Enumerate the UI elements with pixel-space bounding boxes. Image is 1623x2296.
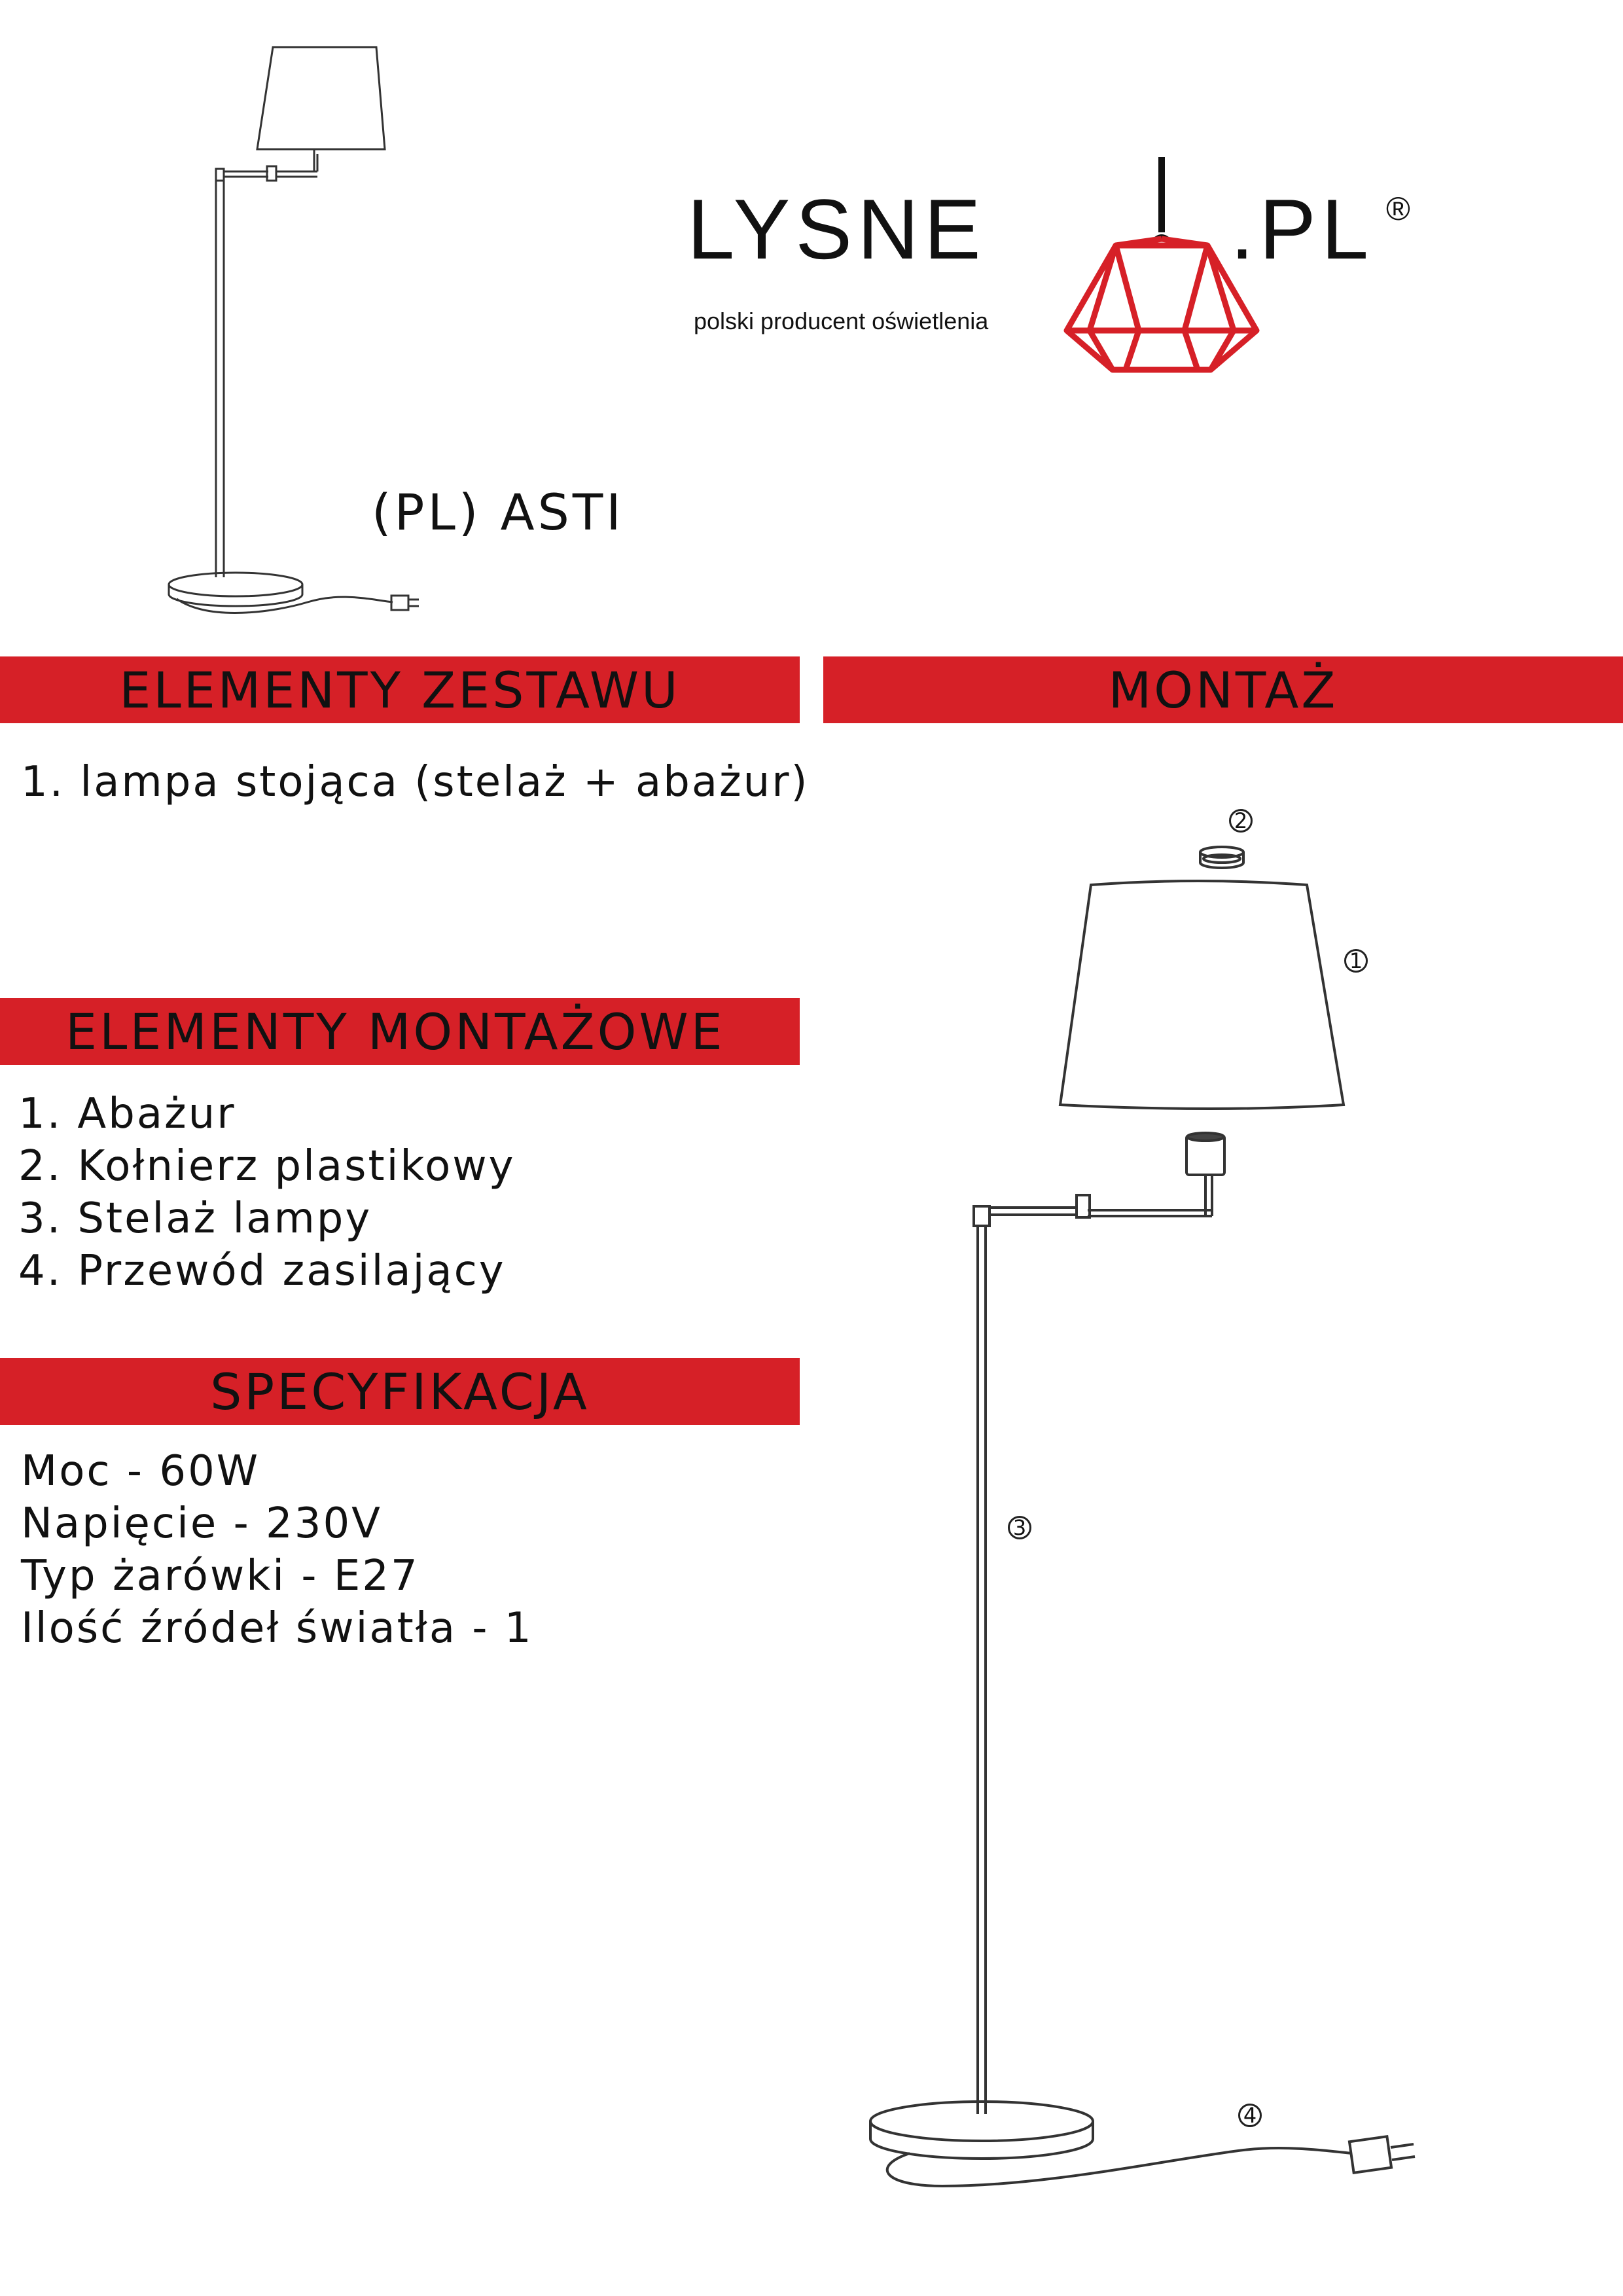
product-title: (PL) ASTI [372,483,624,541]
section-header-set-items: ELEMENTY ZESTAWU [0,656,800,723]
section-header-assembly: MONTAŻ [823,656,1623,723]
callout-frame: 3 [1008,1516,1031,1539]
callout-shade: 1 [1344,949,1368,973]
list-item: Moc - 60W [21,1447,260,1496]
list-item: 2. Kołnierz plastikowy [18,1142,516,1191]
list-item: Ilość źródeł światła - 1 [21,1604,533,1653]
list-item: Napięcie - 230V [21,1499,382,1548]
section-header-mounting-elements: ELEMENTY MONTAŻOWE [0,998,800,1065]
list-item: 4. Przewód zasilający [18,1247,506,1295]
cable-part [887,2148,1351,2186]
base-part [870,2102,1093,2141]
callout-collar: 2 [1229,809,1253,833]
brand-name-right: .PL [1230,181,1374,277]
list-item: 1. Abażur [18,1090,236,1138]
shade-part [1060,881,1344,1109]
brand-tagline: polski producent oświetlenia [694,308,989,334]
list-item: 3. Stelaż lampy [18,1194,372,1243]
list-item: Typ żarówki - E27 [21,1552,419,1600]
callout-cable: 4 [1238,2104,1262,2127]
brand-name-left: LYSNE [687,181,986,277]
section-header-specification: SPECYFIKACJA [0,1358,800,1425]
list-item: 1. lampa stojąca (stelaż + abażur) [21,758,810,806]
registered-mark: ® [1386,190,1410,227]
